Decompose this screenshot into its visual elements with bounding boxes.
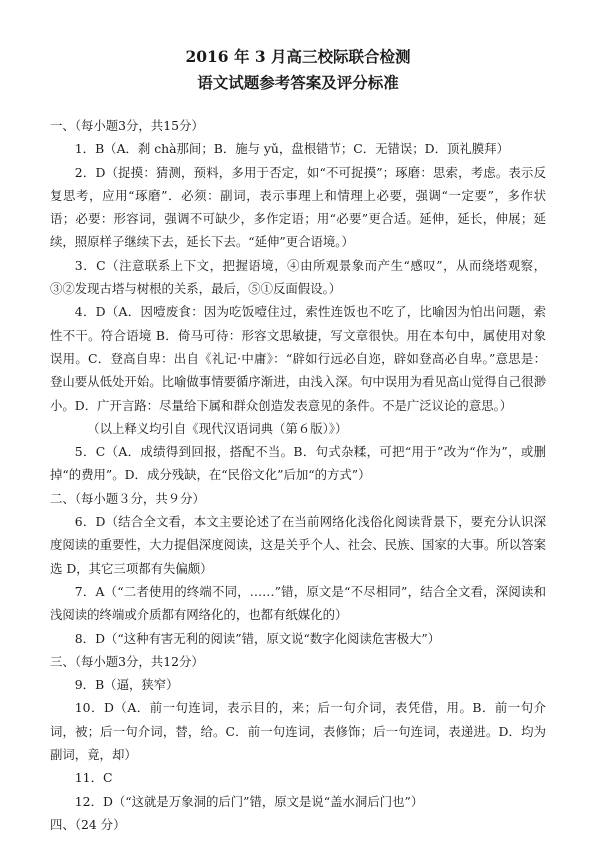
answer-q2: 2．D（捉摸：猜测，预料，多用于否定，如“不可捉摸”；琢磨：思索，考虑。表示反复思考，应用“琢磨”．必须：副词，表示事理上和情理上必要，强调“一定要”，多作状语；必要：形容词，强调不可缺少，多作定语；用“必要”更合适。延伸，延长，伸展；延续，照原样子继续下去，延长下去。“延伸”更合语境。） bbox=[50, 164, 546, 250]
answer-q3: 3．C（注意联系上下文，把握语境，④由所观景象而产生“感叹”，从而绕塔观察，③②发现古塔与树根的关系，最后，⑤①反面假设。） bbox=[50, 257, 546, 297]
answer-q7: 7．A（“二者使用的终端不同，……”错，原文是“不尽相同”，结合全文看，深阅读和浅阅读的终端或介质都有网络化的，也都有纸媒化的） bbox=[50, 583, 546, 623]
answer-q11: 11．C bbox=[74, 770, 113, 786]
answer-q10: 10．D（A．前一句连词，表示目的，来；后一句介词，表凭借，用。B．前一句介词，被；后一句介词，替，给。C．前一句连词，表修饰；后一句连词，表递进。D．均为副词，竟，却） bbox=[50, 700, 546, 763]
answer-q8: 8．D（“这种有害无利的阅读”错，原文说“数字化阅读危害极大”） bbox=[74, 630, 441, 646]
answer-q5: 5．C（A．成绩得到回报，搭配不当。B．句式杂糅，可把“用于”改为“作为”，或删掉“的费用”。D．成分残缺，在“民俗文化”后加“的方式”） bbox=[50, 444, 546, 483]
section-1-heading: 一、（每小题3分，共15分） bbox=[50, 118, 204, 133]
document-subtitle: 语文试题参考答案及评分标准 bbox=[197, 73, 399, 92]
section-2-heading: 二、（每小题３分，共９分） bbox=[50, 490, 205, 506]
answer-q9: 9．B（逼，狭窄） bbox=[74, 677, 179, 693]
answer-q4: 4．D（A．因噎废食：因为吃饭噎住过，索性连饭也不吃了，比喻因为怕出问题，索性不干。符合语境 B．倚马可待：形容文思敏捷，写文章很快。用在本句中，属使用对象误用。C．登高自卑：出自《礼记·中庸》：“辟如行远必自迩，辟如登高必自卑。”意思是：登山要从低处开始。比喻做事情要循序渐进，由浅入深。句中误用为看见高山觉得自己很渺小。D．广开言路：尽量给下属和群众创造发表意见的条件。不是广泛议论的意思。） bbox=[50, 304, 546, 413]
section-4-heading: 四、（24 分） bbox=[50, 816, 126, 832]
answer-q12: 12．D（“这就是万象洞的后门”错，原文是说“盖水洞后门也”） bbox=[74, 793, 424, 809]
section-3-heading: 三、（每小题3分，共12分） bbox=[50, 653, 204, 669]
answer-q4-note: （以上释义均引自《现代汉语词典（第６版）》） bbox=[87, 420, 348, 436]
answer-q1: 1．B（A．刹 chà那间；B．施与 yǔ，盘根错节；C．无错误；D．顶礼膜拜） bbox=[74, 141, 509, 157]
document-title: 2016 年 3 月高三校际联合检测 bbox=[185, 47, 411, 66]
answer-q6: 6．D（结合全文看，本文主要论述了在当前网络化浅俗化阅读背景下，要充分认识深度阅读的重要性，大力提倡深度阅读，这是关乎个人、社会、民族、国家的大事。所以答案选 D，其它三项都有失偏颇） bbox=[50, 514, 546, 576]
